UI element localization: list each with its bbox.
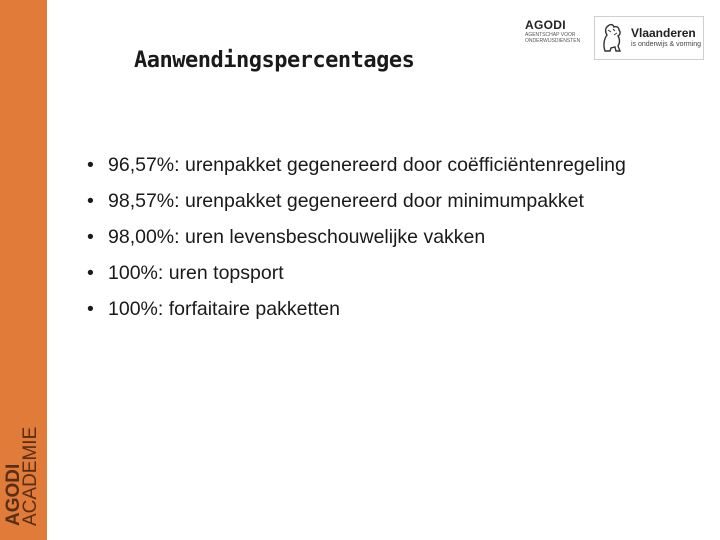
bullet-text: 98,57%: urenpakket gegenereerd door minimumpakket (108, 190, 584, 212)
bullet-text: 96,57%: urenpakket gegenereerd door coëfficiëntenregeling (108, 154, 626, 176)
bullet-item (86, 185, 626, 221)
agodi-logo-name: AGODI (525, 18, 566, 32)
flemish-lion-icon (599, 21, 625, 55)
bullet-dot: • (87, 226, 94, 248)
vlaanderen-logo-name: Vlaanderen (631, 26, 696, 40)
bullet-item (86, 257, 626, 293)
bullet-dot: • (87, 298, 94, 320)
agodi-logo (525, 18, 587, 54)
bullet-dot: • (87, 262, 94, 284)
bullet-list (86, 149, 626, 329)
bullet-text: 100%: uren topsport (108, 262, 284, 284)
sidebar-label-line1: AGODI (3, 463, 24, 526)
vlaanderen-logo (594, 16, 704, 60)
agodi-logo-subtitle-1: AGENTSCHAP VOOR (525, 32, 576, 38)
sidebar-band (0, 0, 47, 540)
bullet-dot: • (87, 154, 94, 176)
bullet-dot: • (87, 190, 94, 212)
bullet-item (86, 221, 626, 257)
bullet-text: 100%: forfaitaire pakketten (108, 298, 340, 320)
agodi-logo-subtitle-2: ONDERWIJSDIENSTEN (525, 38, 581, 44)
vlaanderen-logo-subtitle: is onderwijs & vorming (631, 41, 702, 48)
slide-title: Aanwendingspercentages (134, 48, 415, 73)
sidebar-label-line2: ACADEMIE (20, 426, 41, 526)
agodi-academie-logo (3, 416, 41, 526)
bullet-text: 98,00%: uren levensbeschouwelijke vakken (108, 226, 486, 248)
bullet-item (86, 293, 626, 329)
bullet-item (86, 149, 626, 185)
